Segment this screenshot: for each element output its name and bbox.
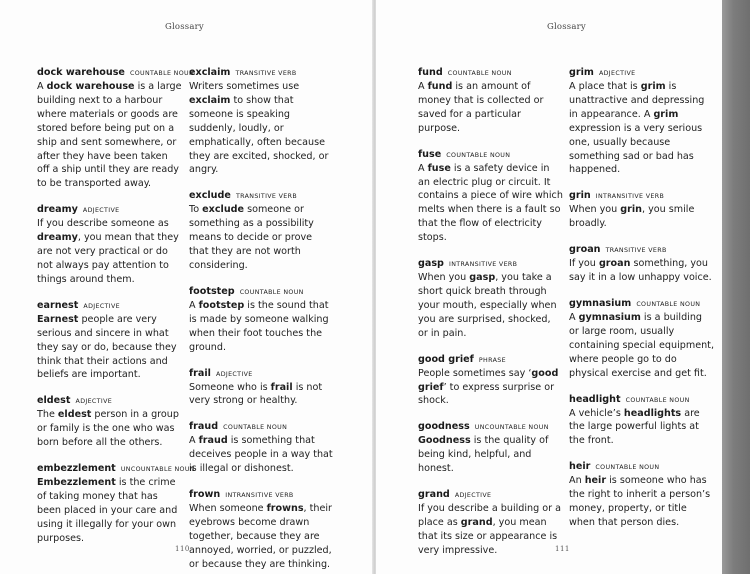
- definition-text: is a large building next to a harbour where materials or goods are stored before being put on a ship and sent somewhere, or after they have been taken off a ship until they are ready to be transported away.: [37, 81, 182, 190]
- part-of-speech: TRANSITIVE VERB: [605, 247, 667, 255]
- glossary-entry: [37, 66, 195, 191]
- definition-text: A: [418, 81, 428, 92]
- definition-keyword: eldest: [57, 409, 92, 421]
- entry-term: grand: [418, 489, 450, 501]
- entry-definition: [569, 257, 714, 285]
- definition-text: , you take a short quick breath through your mouth, especially when you are surprised, shocked, or in pain.: [418, 272, 557, 339]
- definition-keyword: exclaim: [189, 94, 231, 106]
- definition-text: , you mean that its size or appearance is very impressive.: [418, 516, 558, 556]
- entry-term: exclaim: [189, 67, 231, 78]
- definition-text: If you describe a building or a place as: [418, 503, 561, 528]
- entry-definition: [569, 80, 714, 177]
- entry-term: good grief: [418, 353, 474, 365]
- entry-term: eldest: [37, 395, 71, 407]
- glossary-entry: [569, 297, 714, 381]
- definition-text: When you: [418, 272, 470, 284]
- entry-heading: [37, 462, 195, 476]
- definition-text: is the quality of being kind, helpful, and honest.: [418, 435, 549, 475]
- definition-text: is someone who has the right to inherit a person’s money, property, or title when that person dies.: [569, 475, 711, 528]
- glossary-entry: [418, 257, 563, 341]
- part-of-speech: COUNTABLE NOUN: [636, 300, 701, 308]
- part-of-speech: COUNTABLE NOUN: [625, 396, 690, 404]
- entry-definition: [418, 271, 563, 341]
- glossary-entry: [37, 203, 182, 287]
- part-of-speech: COUNTABLE NOUN: [129, 70, 195, 77]
- definition-keyword: frowns: [266, 503, 304, 515]
- definition-keyword: fuse: [427, 162, 451, 174]
- part-of-speech: COUNTABLE NOUN: [239, 288, 304, 296]
- entry-term: headlight: [569, 393, 621, 405]
- definition-keyword: gasp: [469, 272, 496, 284]
- entry-definition: [37, 476, 182, 546]
- entry-definition: [189, 203, 334, 273]
- definition-text: A: [37, 81, 47, 92]
- part-of-speech: COUNTABLE NOUN: [223, 424, 288, 432]
- part-of-speech: ADJECTIVE: [82, 207, 120, 215]
- running-head: Glossary: [547, 22, 586, 32]
- part-of-speech: TRANSITIVE VERB: [235, 193, 297, 201]
- glossary-column: [569, 66, 714, 542]
- definition-text: If you describe someone as: [37, 218, 169, 230]
- glossary-entry: [418, 353, 563, 409]
- definition-text: To: [189, 204, 203, 216]
- part-of-speech: COUNTABLE NOUN: [446, 151, 511, 159]
- definition-text: is the sound that is made by someone walking when their foot touches the ground.: [189, 299, 329, 353]
- entry-heading: [569, 297, 714, 311]
- glossary-entry: [569, 243, 714, 285]
- definition-keyword: headlights: [623, 407, 682, 419]
- entry-term: earnest: [37, 299, 79, 311]
- entry-term: goodness: [418, 421, 470, 433]
- entry-heading: [569, 393, 714, 407]
- definition-keyword: gymnasium: [578, 311, 641, 323]
- entry-definition: [569, 407, 714, 449]
- definition-text: A: [418, 162, 428, 174]
- entry-definition: [418, 502, 563, 558]
- part-of-speech: ADJECTIVE: [216, 370, 253, 378]
- page-number: 111: [555, 545, 570, 553]
- part-of-speech: INTRANSITIVE VERB: [225, 492, 294, 500]
- glossary-entry: [569, 460, 714, 530]
- part-of-speech: ADJECTIVE: [75, 398, 113, 406]
- entry-heading: [37, 203, 182, 217]
- entry-heading: [189, 488, 334, 502]
- entry-heading: [189, 285, 334, 299]
- entry-heading: [418, 488, 563, 502]
- definition-text: , you mean that they are not very practical or do not always pay attention to things around them.: [37, 232, 179, 285]
- entry-heading: [569, 243, 714, 257]
- part-of-speech: INTRANSITIVE VERB: [595, 193, 665, 201]
- definition-text: If you: [569, 258, 599, 270]
- glossary-entry: [418, 488, 563, 558]
- part-of-speech: INTRANSITIVE VERB: [448, 261, 518, 269]
- definition-keyword: fund: [427, 81, 453, 92]
- definition-text: Writers sometimes use: [189, 81, 300, 92]
- part-of-speech: COUNTABLE NOUN: [447, 70, 512, 77]
- glossary-entry: [189, 420, 334, 476]
- definition-text: person in a group or family is the one who was born before all the others.: [37, 409, 179, 449]
- entry-term: fuse: [418, 148, 442, 160]
- definition-keyword: grand: [460, 516, 493, 528]
- definition-text: to show that someone is speaking suddenly, loudly, or emphatically, often because they are excited, shocked, or angry.: [189, 94, 329, 176]
- definition-text: A place that is: [569, 81, 641, 92]
- entry-term: gasp: [418, 258, 444, 270]
- definition-keyword: dock warehouse: [46, 81, 135, 92]
- entry-definition: [37, 80, 182, 191]
- entry-term: grin: [569, 190, 591, 202]
- definition-text: are the large powerful lights at the front.: [569, 407, 700, 447]
- definition-keyword: footstep: [198, 299, 245, 311]
- entry-heading: [189, 420, 334, 434]
- definition-keyword: fraud: [198, 435, 228, 447]
- glossary-entry: [37, 462, 195, 546]
- definition-text: Someone who is: [189, 381, 271, 393]
- glossary-entry: [189, 66, 334, 177]
- definition-text: is an amount of money that is collected or saved for a particular purpose.: [418, 81, 544, 134]
- page-edge-shadow: [722, 0, 750, 574]
- definition-keyword: Goodness: [418, 435, 471, 447]
- entry-definition: [189, 299, 334, 355]
- entry-heading: [189, 367, 334, 381]
- definition-text: people are very serious and sincere in what they say or do, because they think that their actions and beliefs are important.: [37, 313, 177, 381]
- entry-definition: [189, 502, 334, 572]
- entry-term: fund: [418, 67, 443, 78]
- definition-keyword: grim: [653, 108, 679, 120]
- right-page: [376, 0, 722, 574]
- entry-heading: [418, 257, 563, 271]
- entry-definition: [569, 474, 714, 530]
- part-of-speech: ADJECTIVE: [454, 492, 492, 500]
- running-head: Glossary: [165, 22, 204, 32]
- definition-keyword: dreamy: [37, 232, 78, 244]
- definition-keyword: exclude: [202, 204, 245, 216]
- glossary-entry: [37, 394, 182, 450]
- glossary-column: [418, 66, 563, 570]
- entry-term: grim: [569, 67, 594, 78]
- glossary-column: [189, 66, 334, 574]
- definition-text: ’ to express surprise or shock.: [418, 381, 555, 407]
- glossary-entry: [189, 488, 334, 572]
- entry-term: dreamy: [37, 204, 78, 216]
- entry-term: footstep: [189, 285, 235, 297]
- definition-text: When someone: [189, 503, 267, 515]
- glossary-entry: [569, 189, 714, 231]
- part-of-speech: PHRASE: [478, 356, 506, 364]
- definition-text: is something that deceives people in a way that is illegal or dishonest.: [189, 435, 333, 475]
- definition-text: , their eyebrows become drawn together, because they are annoyed, worried, or puzzled, or because they are thinking.: [189, 503, 332, 570]
- definition-keyword: frail: [270, 381, 293, 393]
- entry-definition: [418, 162, 563, 245]
- entry-definition: [37, 408, 182, 450]
- definition-keyword: good grief: [418, 367, 559, 393]
- glossary-entry: [37, 299, 182, 383]
- definition-text: People sometimes say ‘: [418, 367, 532, 379]
- part-of-speech: ADJECTIVE: [598, 70, 636, 77]
- entry-heading: [418, 353, 563, 367]
- entry-term: frown: [189, 489, 221, 501]
- entry-term: dock warehouse: [37, 67, 125, 78]
- part-of-speech: TRANSITIVE VERB: [235, 70, 297, 77]
- entry-definition: [37, 313, 182, 383]
- definition-text: is a safety device in an electric plug or circuit. It contains a piece of wire which melts when there is a fault so that the flow of electricity stops.: [418, 162, 563, 244]
- part-of-speech: COUNTABLE NOUN: [595, 464, 660, 472]
- entry-heading: [418, 66, 563, 80]
- entry-heading: [569, 460, 714, 474]
- part-of-speech: ADJECTIVE: [83, 302, 120, 310]
- entry-definition: [189, 381, 334, 409]
- entry-definition: [569, 203, 714, 231]
- entry-definition: [418, 80, 563, 136]
- left-page: [0, 0, 374, 574]
- definition-text: When you: [569, 204, 621, 216]
- entry-heading: [569, 189, 714, 203]
- entry-heading: [418, 420, 563, 434]
- glossary-entry: [418, 420, 563, 476]
- glossary-entry: [418, 148, 563, 245]
- entry-definition: [37, 217, 182, 287]
- definition-text: The: [37, 409, 58, 421]
- entry-heading: [37, 394, 182, 408]
- entry-definition: [189, 80, 334, 177]
- entry-definition: [189, 434, 334, 476]
- definition-keyword: heir: [584, 475, 607, 487]
- entry-term: exclude: [189, 190, 231, 202]
- entry-definition: [569, 311, 714, 381]
- glossary-entry: [189, 367, 334, 409]
- definition-keyword: grim: [640, 81, 666, 92]
- definition-text: expression is a very serious one, usually because something sad or bad has happened.: [569, 122, 703, 176]
- entry-heading: [189, 189, 334, 203]
- entry-term: frail: [189, 367, 211, 379]
- definition-text: An: [569, 475, 585, 487]
- definition-text: A: [189, 435, 199, 447]
- glossary-entry: [418, 66, 563, 136]
- definition-text: is unattractive and depressing in appearance. A: [569, 81, 705, 120]
- part-of-speech: UNCOUNTABLE NOUN: [474, 424, 549, 432]
- entry-heading: [37, 66, 195, 80]
- definition-keyword: groan: [598, 258, 631, 270]
- definition-text: someone or something as a possibility means to decide or prove that they are not worth considering.: [189, 204, 314, 271]
- entry-term: heir: [569, 461, 591, 473]
- glossary-entry: [189, 189, 334, 273]
- entry-term: fraud: [189, 421, 219, 433]
- definition-text: is not very strong or healthy.: [189, 381, 323, 407]
- entry-heading: [37, 299, 182, 313]
- page-number: 110: [175, 545, 190, 553]
- entry-term: groan: [569, 244, 601, 256]
- definition-keyword: grin: [620, 204, 642, 216]
- definition-text: A vehicle’s: [569, 407, 624, 419]
- definition-text: is a building or large room, usually containing special equipment, where people go to do physical exercise and get fit.: [569, 311, 714, 379]
- entry-heading: [189, 66, 334, 80]
- definition-text: is the crime of taking money that has been placed in your care and using it illegally for your own purposes.: [37, 477, 178, 544]
- glossary-entry: [569, 66, 714, 177]
- part-of-speech: UNCOUNTABLE NOUN: [120, 466, 195, 474]
- entry-term: gymnasium: [569, 297, 632, 309]
- definition-text: , you smile broadly.: [569, 204, 695, 230]
- glossary-entry: [189, 285, 334, 355]
- entry-heading: [418, 148, 563, 162]
- entry-definition: [418, 434, 563, 476]
- entry-definition: [418, 367, 563, 409]
- definition-text: A: [189, 299, 199, 311]
- entry-term: embezzlement: [37, 463, 116, 475]
- definition-text: A: [569, 311, 579, 323]
- definition-keyword: Embezzlement: [37, 477, 116, 489]
- definition-keyword: Earnest: [37, 313, 79, 325]
- definition-text: something, you say it in a low unhappy voice.: [569, 258, 712, 284]
- glossary-entry: [569, 393, 714, 449]
- entry-heading: [569, 66, 714, 80]
